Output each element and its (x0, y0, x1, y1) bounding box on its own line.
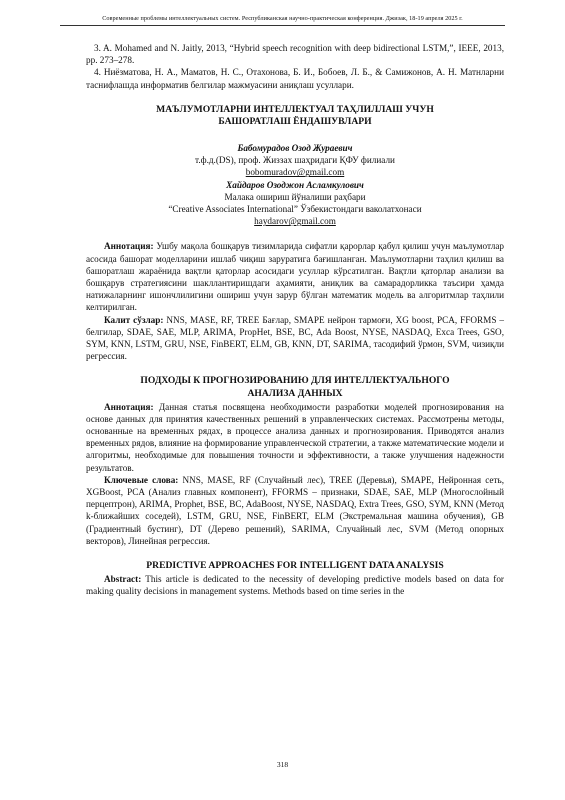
uz-keywords (86, 314, 504, 363)
ru-abstract (86, 401, 504, 474)
author-1-affiliation: т.ф.д.(DS), проф. Жиззах шаҳридаги ҚФУ филиали (195, 155, 395, 166)
uz-keywords-text: NNS, MASE, RF, TREE Бағлар, SMAPE нейрон тармоғи, XG boost, PCA, FFORMS – белгилар, SDAE, SAE, MLP, ARIMA, PropHet, BSE, BC, Ada Boost, NYSE, NASDAQ, Exca Trees, GSO, SYM, KNN, LSTM, GRU, NSE, FinBERT, ELM, GB, KNN, DT, SARIMA, тасодифий ўрмон, SVM, чизиқли регрессия. (86, 314, 504, 362)
ru-keywords (86, 474, 504, 547)
uz-abstract-text: Ушбу мақола бошқарув тизимларида сифатли қарорлар қабул қилиш учун маълумотлар асосида башорат моделларини ишлаб чиқиш заруратига бағишланган. Маълумотларни таҳлил қилиш ва башоратлаш жараёнида вақтли қаторлар асосидаги усуллар кўрсатилган. Вақтли қаторлар анализи ва бошқарув стратегиясини шакллантиришдаги аҳамияти, аниқлик ва самарадорликка таъсири ҳамда натижаларнинг ишончлилигини ошириш учун зарур бўлган математик модель ва алгоритмлар таҳлили келтирилган. (86, 241, 504, 313)
ru-title-line1: ПОДХОДЫ К ПРОГНОЗИРОВАНИЮ ДЛЯ ИНТЕЛЛЕКТУАЛЬНОГО (140, 375, 450, 387)
en-abstract (86, 573, 504, 597)
running-head: Современные проблемы интеллектуальных систем. Республиканская научно-практическая конференция. Джизак, 18-19 апреля 2025 г. (60, 15, 505, 26)
author-1-email[interactable]: bobomuradov@gmail.com (245, 167, 345, 178)
en-abstract-label: Abstract: (104, 573, 142, 584)
ru-title-line2: АНАЛИЗА ДАННЫХ (247, 388, 343, 400)
page-number: 318 (276, 760, 289, 769)
ru-keywords-label: Ключевые слова: (104, 474, 179, 485)
author-2-organization: “Creative Associates International” Ўзбекистондаги ваколатхонаси (168, 204, 422, 215)
ru-keywords-text: NNS, MASE, RF (Случайный лес), TREE (Деревья), SMAPE, Нейронная сеть, XGBoost, PCA (Анализ главных компонент), FFORMS – признаки, SDAE, SAE, MLP (Многослойный перцептрон), ARIMA, Prophet, BSE, BC, AdaBoost, NYSE, NASDAQ, Extra Trees, GSO, SYM, KNN (Метод k-ближайших соседей), LSTM, GRU, NSE, FinBERT, ELM (Экстремальная машина обучения), GB (Градиентный бустинг), DT (Дерево решений), SARIMA, Случайный лес, SVM (Метод опорных векторов), Линейная регрессия. (86, 474, 504, 546)
author-2-name: Хайдаров Озоджон Асламкулович (226, 179, 364, 190)
uz-keywords-label: Калит сўзлар: (104, 314, 164, 325)
reference-3: 3. A. Mohamed and N. Jaitly, 2013, “Hybrid speech recognition with deep bidirectional LSTM,”, IEEE, 2013, pp. 273–278. (86, 43, 504, 66)
uz-title-line1: МАЪЛУМОТЛАРНИ ИНТЕЛЛЕКТУАЛ ТАҲЛИЛЛАШ УЧУН (156, 103, 434, 115)
en-abstract-text: This article is dedicated to the necessity of developing predictive models based on data for making quality decisions in management systems. Methods based on time series in the (86, 573, 504, 596)
reference-4: 4. Ниёзматова, Н. А., Маматов, Н. С., Отахонова, Б. И., Бобоев, Л. Б., & Самижонов, А. Н. Матнларни таснифлашда информатив белгилар мажмуасини аниқлаш усуллари. (86, 67, 504, 90)
page-content (86, 42, 504, 597)
uz-title-line2: БАШОРАТЛАШ ЁНДАШУВЛАРИ (218, 116, 372, 128)
ru-abstract-text: Данная статья посвящена необходимости разработки моделей прогнозирования на основе данных для принятия качественных решений в управленческих системах. Рассмотрены методы, основанные на временных рядах, в процессе анализа данных и прогнозирования. Приводятся анализ временных рядов, влияние на формирование управленческой стратегии, а также математические модели и алгоритмы, необходимые для повышения точности и эффективности, а также улучшения надежности результатов. (86, 401, 504, 473)
author-1-name: Бабомурадов Озод Жураевич (237, 143, 353, 153)
ru-abstract-label: Аннотация: (104, 401, 154, 412)
uz-abstract-label: Аннотация: (104, 241, 154, 252)
en-title: PREDICTIVE APPROACHES FOR INTELLIGENT DATA ANALYSIS (146, 560, 444, 572)
author-2-position: Малака ошириш йўналиши раҳбари (224, 191, 366, 202)
uz-abstract (86, 240, 504, 313)
author-2-email[interactable]: haydarov@gmail.com (254, 216, 336, 227)
